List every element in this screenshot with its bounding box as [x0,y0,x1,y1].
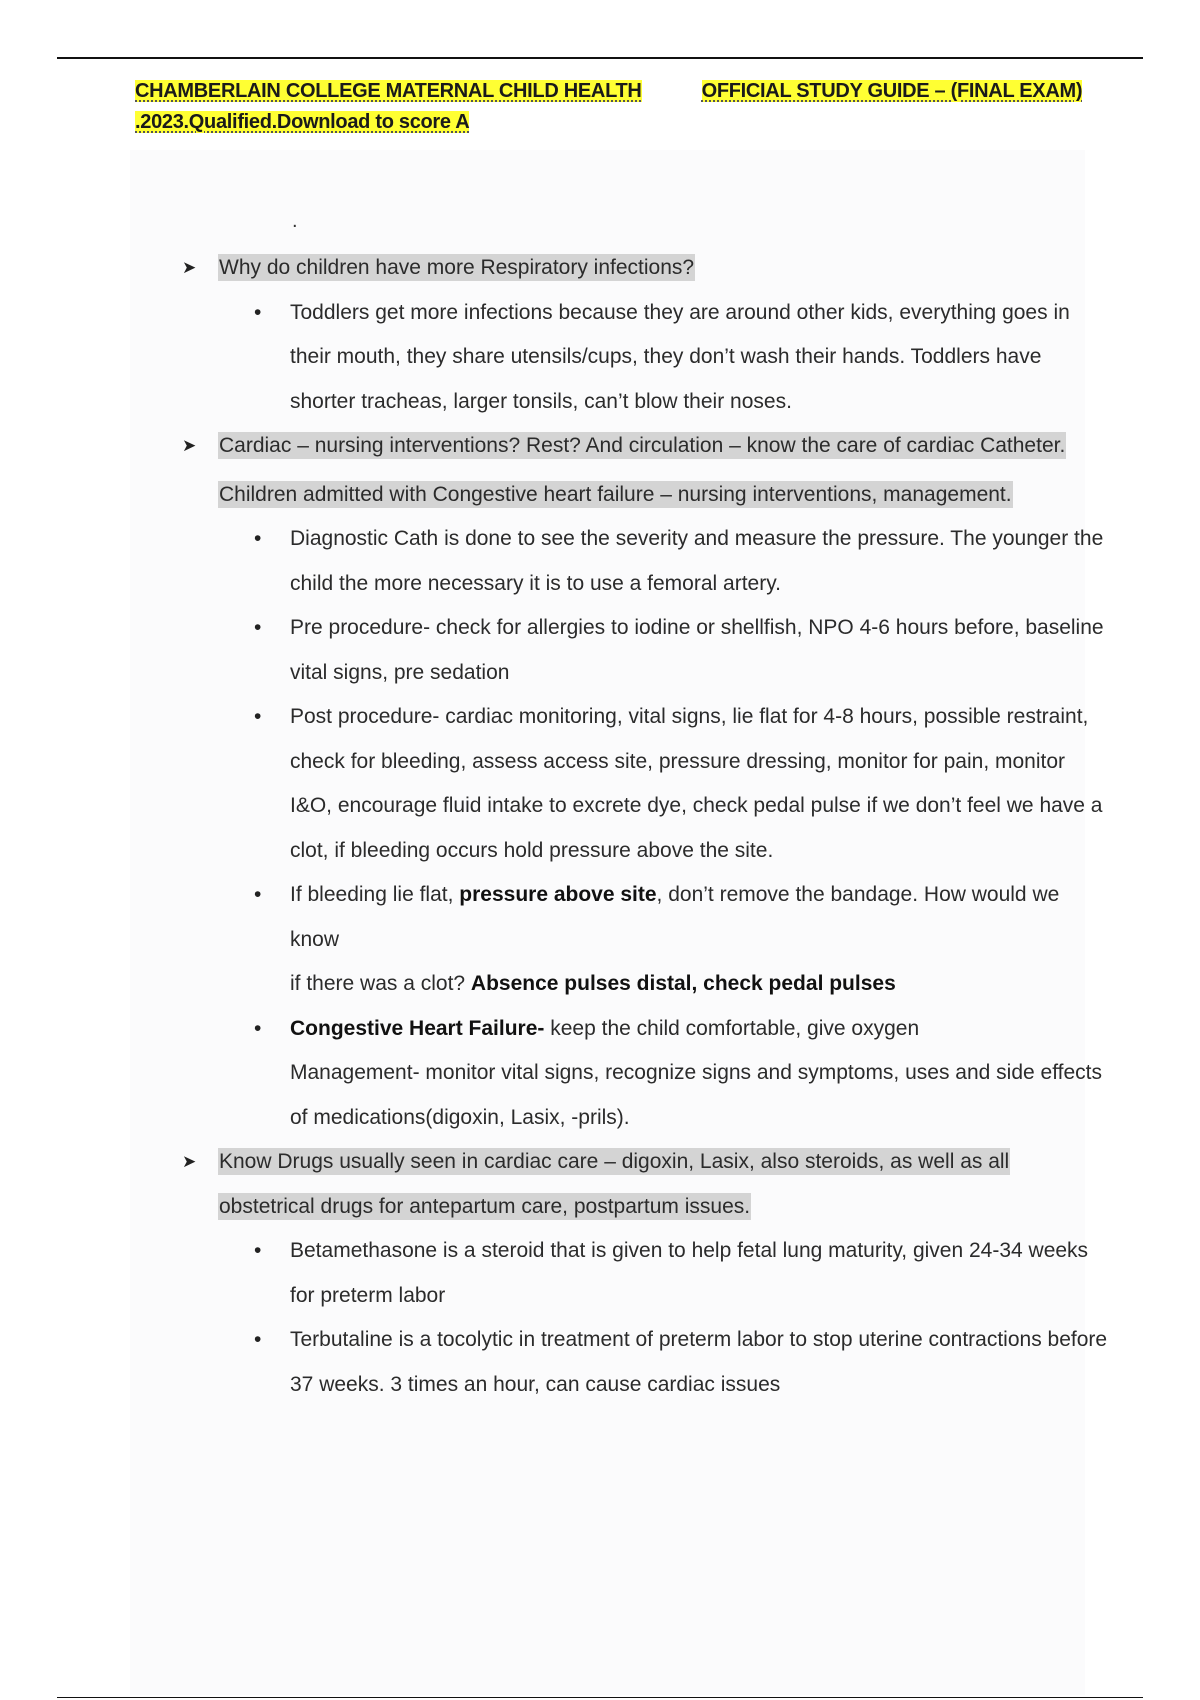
list-item [180,695,1110,873]
heading-cardiac-interventions [180,424,1110,469]
bullet-dot-icon [254,1318,261,1363]
list-item-bold: Absence pulses distal, check pedal pulses [470,972,896,995]
heading-text: Cardiac – nursing interventions? Rest? And circulation – know the care of cardiac Catheter. [219,434,1066,457]
title-part-2: OFFICIAL STUDY GUIDE – (FINAL EXAM) .2023.Qualified.Download to score A [135,80,1083,133]
heading-respiratory-infections [180,246,1110,291]
arrow-bullet-icon: ➤ [182,436,197,455]
list-item [180,606,1110,695]
list-item-text: , don’t remove the bandage. How would we know [290,883,1060,951]
list-item-continuation [180,1051,1110,1140]
list-item-text: Diagnostic Cath is done to see the severity and measure the pressure. The younger the child the more necessary it is to use a femoral artery. [290,527,1104,595]
list-item-bold: Congestive Heart Failure- [290,1016,545,1040]
arrow-bullet-icon: ➤ [182,258,197,277]
title-part-1: CHAMBERLAIN COLLEGE MATERNAL CHILD HEALTH [135,80,642,102]
heading-cardiac-drugs [180,1140,1110,1229]
list-item-text: if there was a clot? [290,972,471,995]
list-item-bold: pressure above site [459,883,657,906]
arrow-bullet-icon: ➤ [182,1152,197,1171]
subheading-chf [180,473,1110,518]
list-item [180,1229,1110,1274]
stray-dot: . [292,210,298,232]
list-item-text: Terbutaline is a tocolytic in treatment of preterm labor to stop uterine contractions before 37 weeks. 3 times an hour, can cause cardiac issues [290,1328,1108,1396]
list-item [180,1007,1110,1052]
bullet-dot-icon [254,606,261,651]
bullet-dot-icon [254,291,261,336]
document-title [135,76,1085,138]
bullet-dot-icon [254,1007,261,1052]
heading-text: Know Drugs usually seen in cardiac care – digoxin, Lasix, also steroids, as well as all obstetrical drugs for antepartum care, postpartum issues. [219,1150,1010,1218]
list-item-text: Toddlers get more infections because they are around other kids, everything goes in their mouth, they share utensils/cups, they don’t wash their hands. Toddlers have shorter tracheas, larger tonsils, can’t blow their noses. [290,300,1070,413]
top-rule [57,57,1143,59]
document-body [180,246,1110,1407]
subheading-text: Children admitted with Congestive heart failure – nursing interventions, management. [219,482,1012,506]
heading-text: Why do children have more Respiratory infections? [219,256,695,279]
list-item-text: Pre procedure- check for allergies to iodine or shellfish, NPO 4-6 hours before, baseline vital signs, pre sedation [290,616,1104,684]
list-item-text: Management- monitor vital signs, recognize signs and symptoms, uses and side effects of medications(digoxin, Lasix, -prils). [290,1061,1103,1129]
bullet-dot-icon [254,873,261,918]
list-item-continuation [180,1274,1110,1319]
list-item-text: Post procedure- cardiac monitoring, vital signs, lie flat for 4-8 hours, possible restraint, check for bleeding, assess access site, pressure dressing, monitor for pain, monitor I&O, encourage fluid intake to excrete dye, check pedal pulse if we don’t feel we have a clot, if bleeding occurs hold pressure above the site. [290,705,1103,862]
bullet-dot-icon [254,517,261,562]
list-item [180,873,1110,962]
list-item [180,1318,1110,1407]
bullet-dot-icon [254,1229,261,1274]
list-item [180,291,1110,425]
list-item-text: If bleeding lie flat, [290,883,460,906]
list-item-continuation [180,962,1110,1007]
list-item-text: for preterm labor [290,1283,446,1307]
list-item-text: keep the child comfortable, give oxygen [544,1016,920,1040]
bottom-rule [57,1697,1143,1698]
bullet-dot-icon [254,695,261,740]
list-item-text: Betamethasone is a steroid that is given to help fetal lung maturity, given 24-34 weeks [290,1239,1089,1262]
list-item [180,517,1110,606]
